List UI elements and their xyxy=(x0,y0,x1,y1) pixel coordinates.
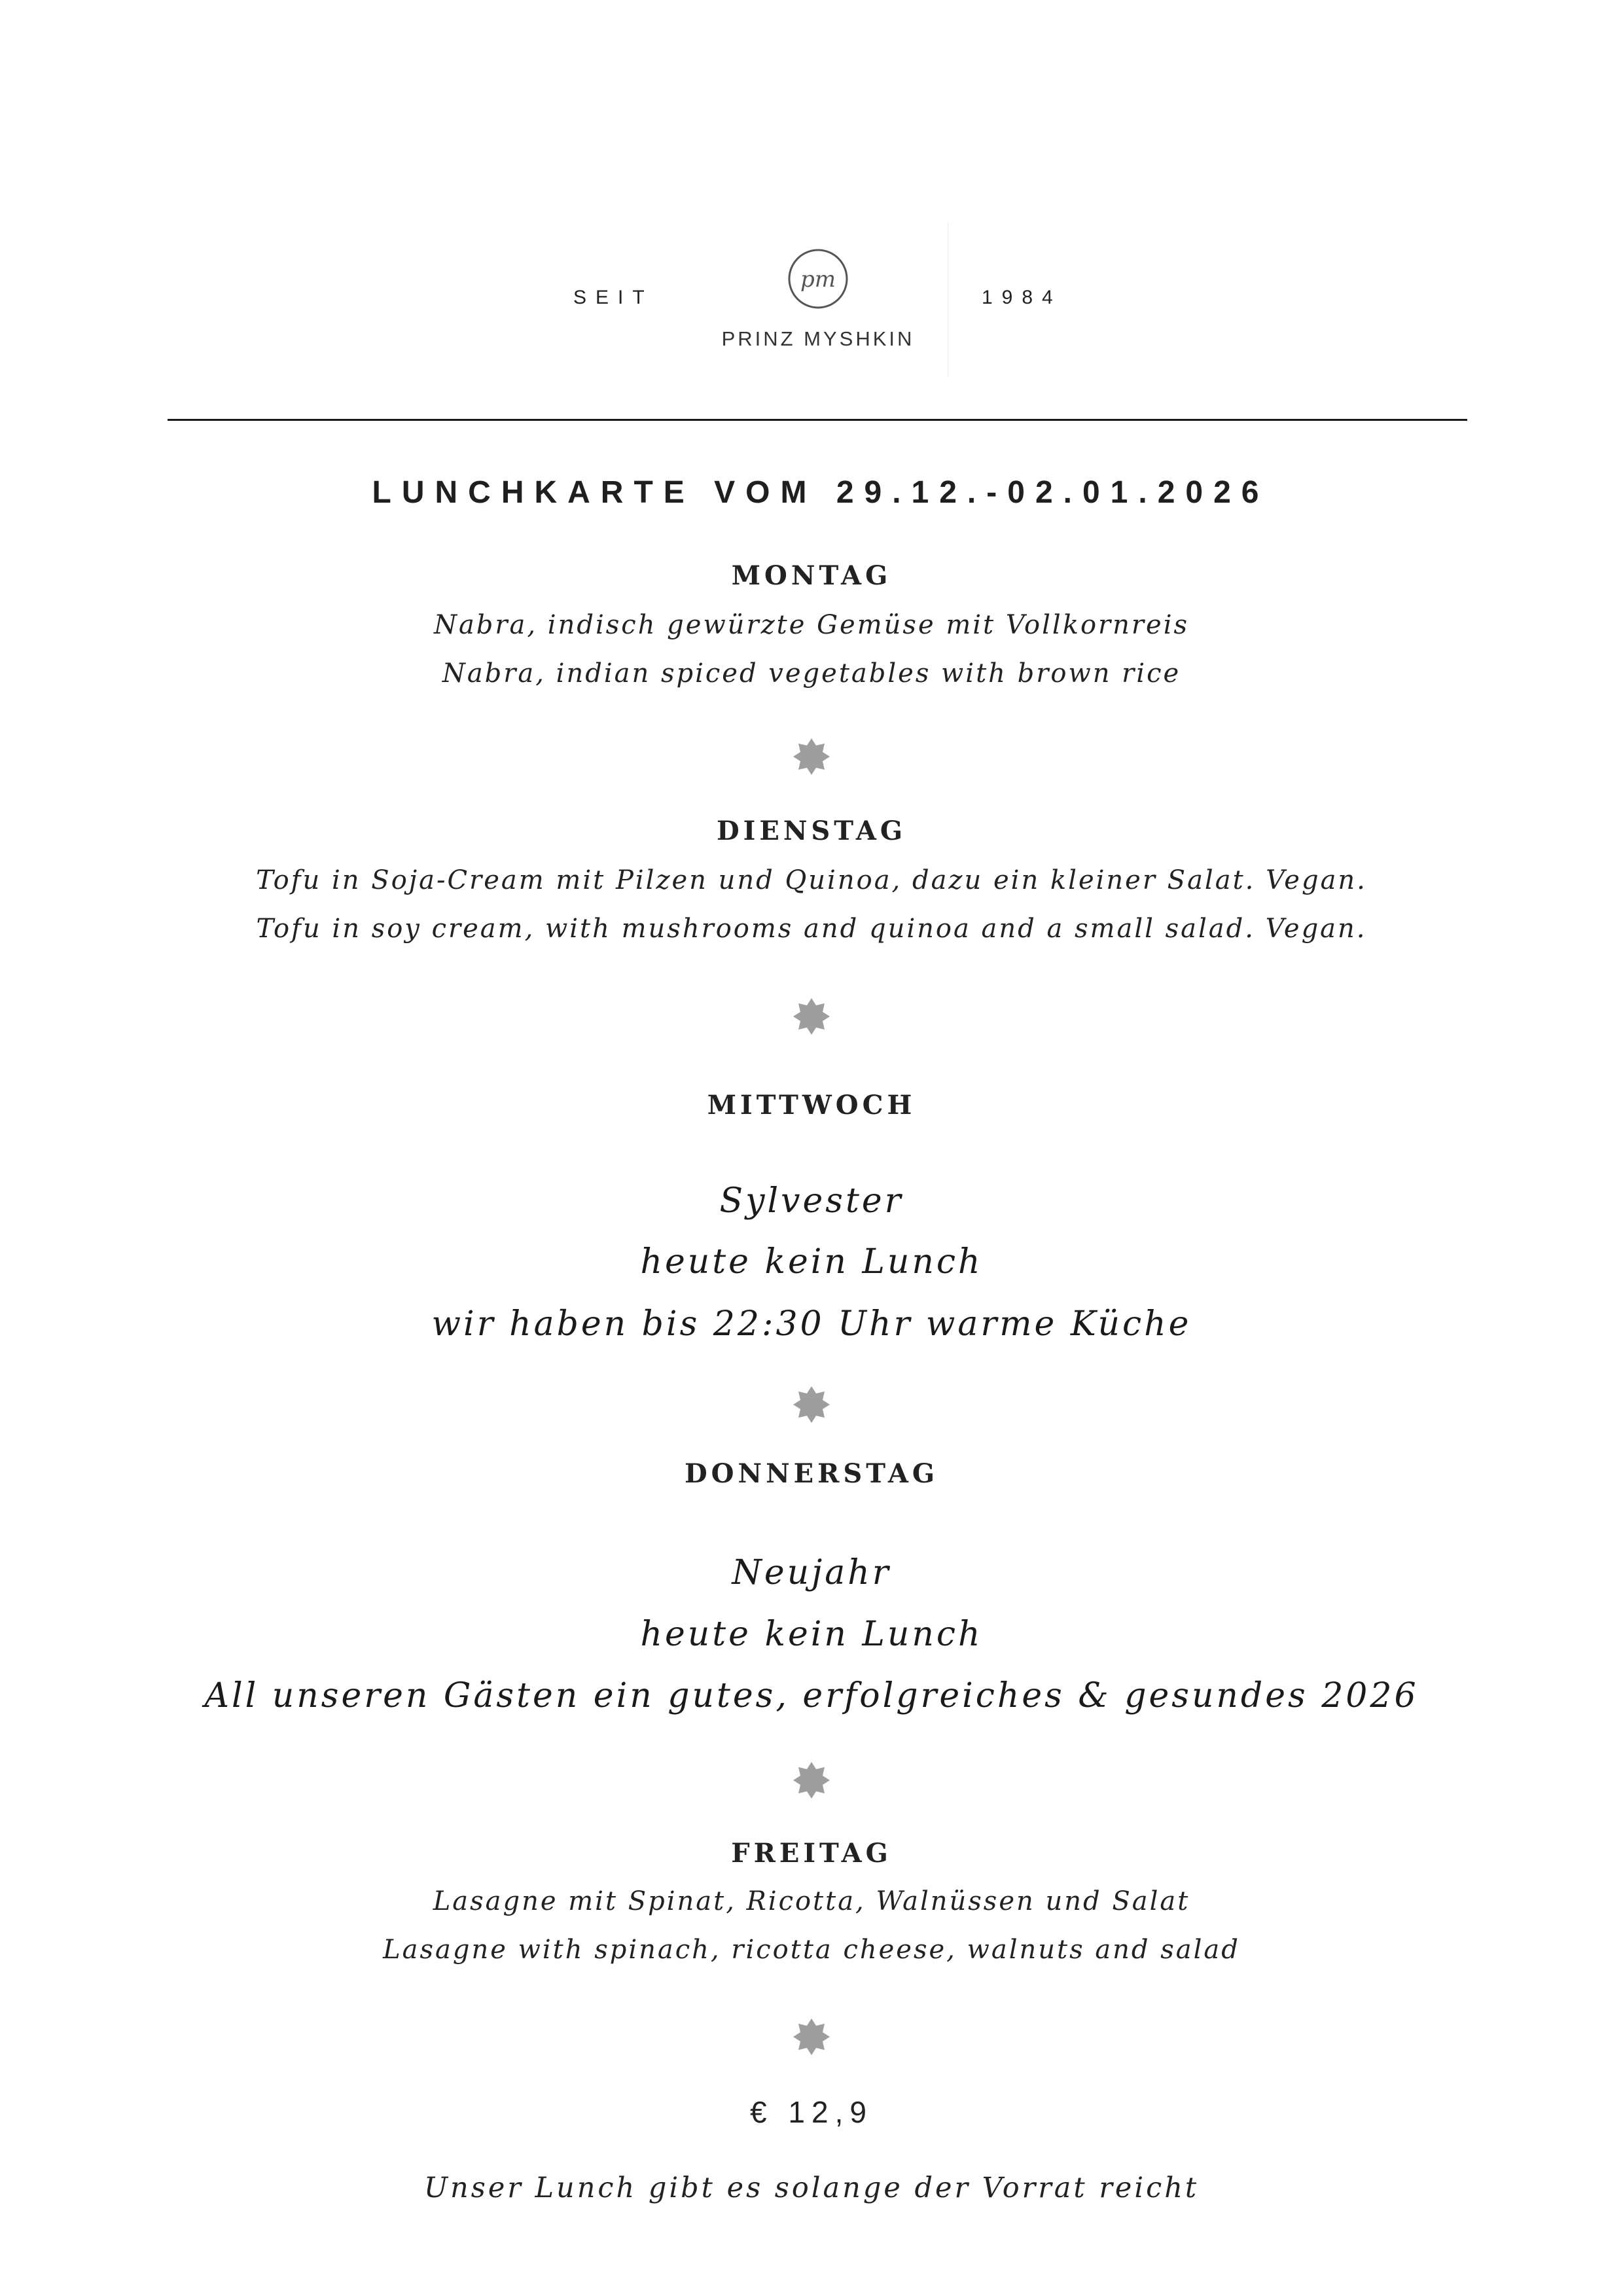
star-icon xyxy=(793,738,830,775)
no-lunch-note: heute kein Lunch xyxy=(640,1242,983,1282)
star-icon xyxy=(793,1386,830,1423)
dish-line-en: Lasagne with spinach, ricotta cheese, walnuts and salad xyxy=(383,1935,1240,1965)
dish-line-en: Nabra, indian spiced vegetables with brown rice xyxy=(442,658,1181,689)
star-icon xyxy=(793,1762,830,1799)
kitchen-hours-note: wir haben bis 22:30 Uhr warme Küche xyxy=(431,1304,1192,1344)
menu-title: LUNCHKARTE VOM 29.12.-02.01.2026 xyxy=(372,475,1270,510)
dish-line-de: Nabra, indisch gewürzte Gemüse mit Vollkornreis xyxy=(433,610,1190,640)
pm-monogram-logo xyxy=(776,247,861,313)
since-label: SEIT xyxy=(573,287,654,308)
day-heading-mittwoch: MITTWOCH xyxy=(707,1090,916,1121)
dish-line-de: Lasagne mit Spinat, Ricotta, Walnüssen und Salat xyxy=(433,1886,1190,1916)
day-heading-donnerstag: DONNERSTAG xyxy=(684,1458,939,1489)
holiday-name: Sylvester xyxy=(719,1181,904,1221)
star-icon xyxy=(793,2018,830,2055)
lunch-price: € 12,9 xyxy=(750,2095,873,2129)
holiday-name: Neujahr xyxy=(732,1553,891,1592)
day-heading-dienstag: DIENSTAG xyxy=(716,816,907,846)
horizontal-rule xyxy=(168,419,1467,421)
star-icon xyxy=(793,998,830,1035)
svg-text:pm: pm xyxy=(800,266,836,293)
greeting-note: All unseren Gästen ein gutes, erfolgreiches & gesundes 2026 xyxy=(204,1676,1419,1715)
dish-line-de: Tofu in Soja-Cream mit Pilzen und Quinoa, dazu ein kleiner Salat. Vegan. xyxy=(256,865,1367,895)
footer-note: Unser Lunch gibt es solange der Vorrat reicht xyxy=(423,2172,1200,2204)
brand-name: PRINZ MYSHKIN xyxy=(721,327,915,350)
dish-line-en: Tofu in soy cream, with mushrooms and quinoa and a small salad. Vegan. xyxy=(256,914,1367,944)
day-heading-montag: MONTAG xyxy=(731,560,892,591)
day-heading-freitag: FREITAG xyxy=(731,1838,892,1869)
founding-year: 1984 xyxy=(982,287,1062,308)
no-lunch-note: heute kein Lunch xyxy=(640,1615,983,1654)
